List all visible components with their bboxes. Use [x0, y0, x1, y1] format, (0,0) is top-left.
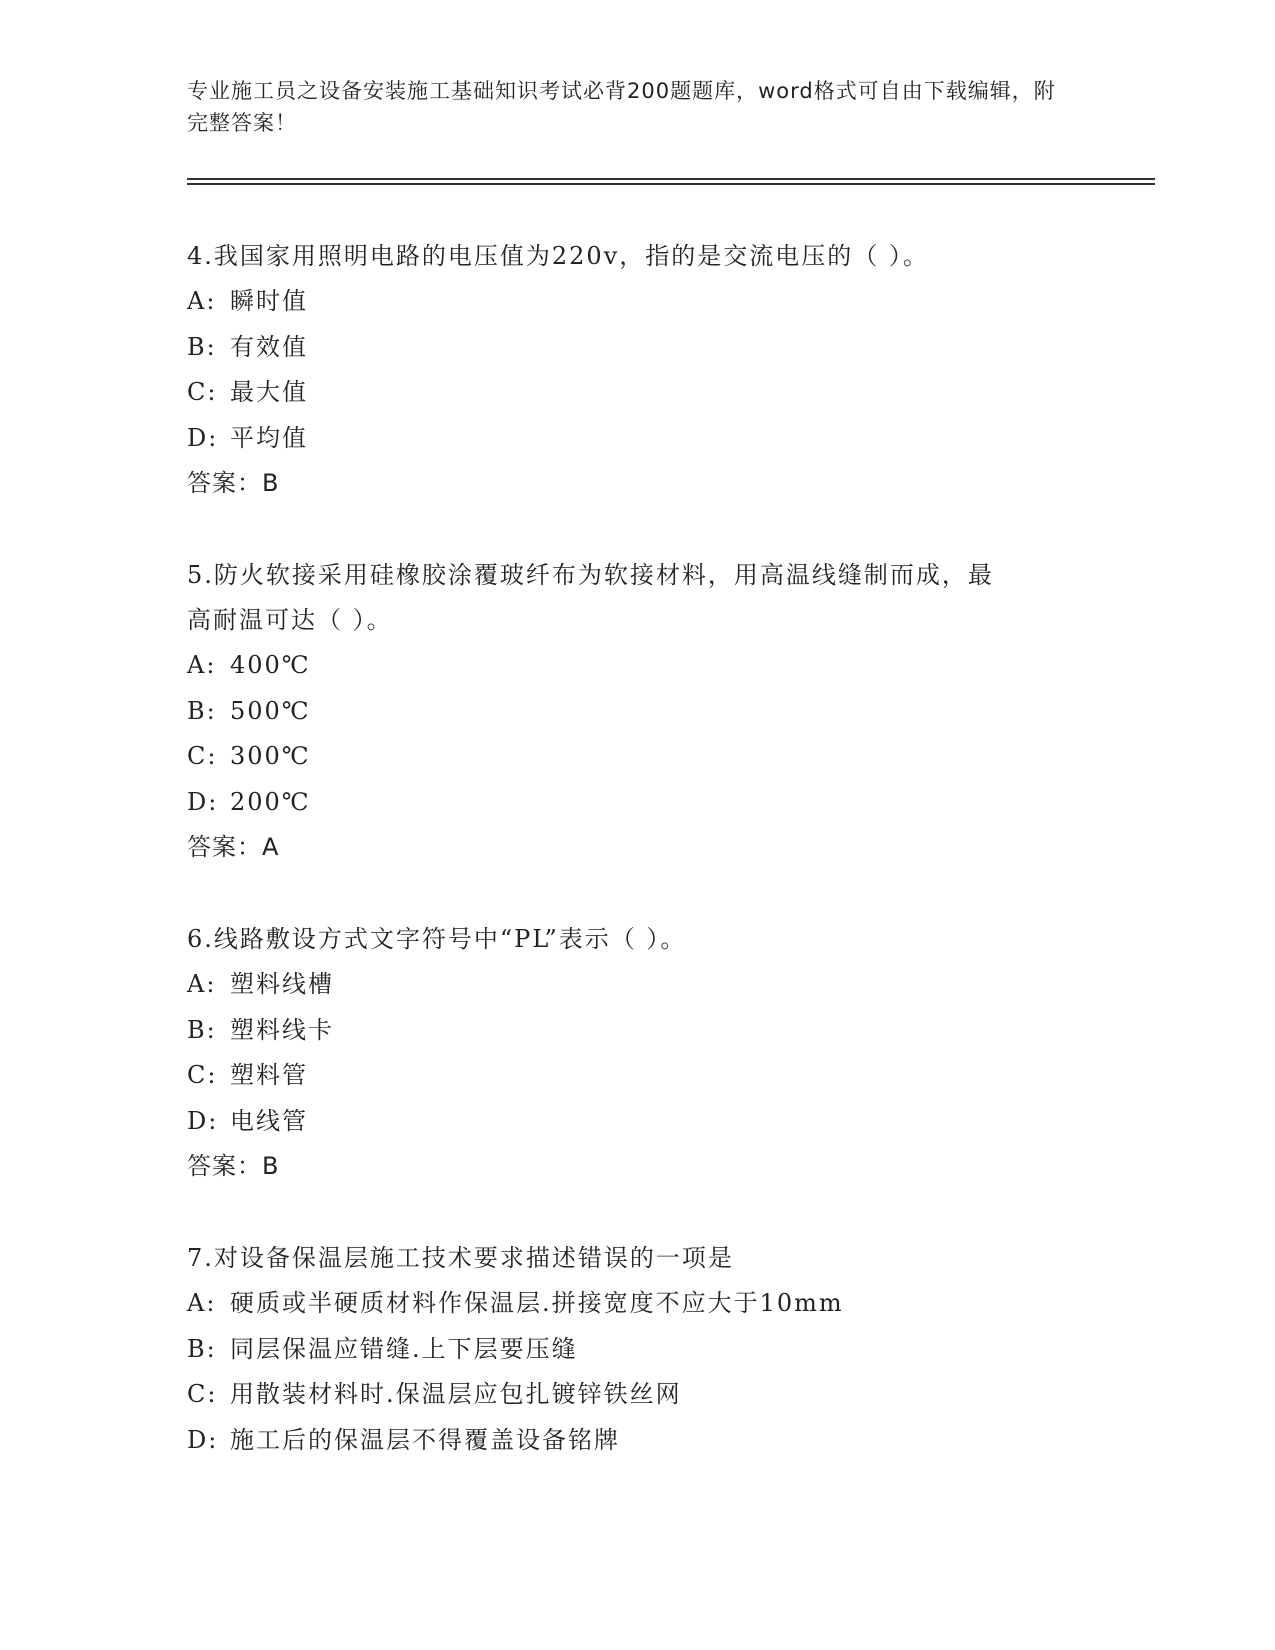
option-letter: A: [187, 970, 217, 998]
option-text: 500℃ [230, 696, 311, 725]
option-letter: A: [187, 287, 217, 315]
option-text: 200℃ [230, 787, 311, 816]
option-letter: D: [187, 787, 219, 816]
option-text: 施工后的保温层不得覆盖设备铭牌 [230, 1425, 620, 1454]
option-letter: D: [187, 1425, 219, 1454]
option-d [187, 780, 1087, 826]
option-c [187, 1053, 1087, 1099]
option-b [187, 689, 1087, 735]
question-4 [187, 234, 1087, 506]
header-rule-bottom [187, 183, 1155, 185]
question-title: 7.对设备保温层施工技术要求描述错误的一项是 [187, 1244, 734, 1272]
option-b [187, 325, 1087, 371]
option-text: 同层保温应错缝.上下层要压缝 [230, 1334, 578, 1363]
question-title: 5.防火软接采用硅橡胶涂覆玻纤布为软接材料，用高温线缝制而成，最高耐温可达（ ）。 [187, 561, 994, 634]
option-text: 用散装材料时.保温层应包扎镀锌铁丝网 [230, 1380, 682, 1408]
header-rule-top [187, 178, 1155, 180]
option-c [187, 1372, 1087, 1418]
option-text: 平均值 [230, 423, 308, 452]
option-letter: B: [187, 1015, 217, 1044]
option-letter: A: [187, 651, 217, 679]
option-text: 塑料线卡 [230, 1015, 334, 1044]
option-text: 400℃ [230, 651, 311, 679]
option-text: 瞬时值 [230, 287, 308, 315]
option-text: 最大值 [230, 378, 308, 406]
option-letter: D: [187, 1106, 219, 1135]
option-letter: C: [187, 1061, 218, 1089]
option-a [187, 1281, 1087, 1327]
option-text: 有效值 [230, 332, 308, 361]
question-5 [187, 553, 1087, 870]
option-letter: A: [187, 1289, 217, 1317]
option-d [187, 1099, 1087, 1145]
option-b [187, 1327, 1087, 1373]
question-6 [187, 917, 1087, 1189]
document-header: 专业施工员之设备安装施工基础知识考试必背200题题库，word格式可自由下载编辑，附完整答案！ [187, 79, 1056, 135]
option-a [187, 279, 1087, 325]
option-d [187, 1418, 1087, 1464]
option-a [187, 962, 1087, 1008]
option-letter: D: [187, 423, 219, 452]
option-letter: C: [187, 1380, 218, 1408]
option-letter: C: [187, 378, 218, 406]
option-text: 塑料管 [230, 1061, 308, 1089]
option-b [187, 1008, 1087, 1054]
answer-line: 答案：B [187, 1152, 280, 1180]
option-a [187, 643, 1087, 689]
option-letter: B: [187, 696, 217, 725]
option-letter: C: [187, 742, 218, 770]
question-7 [187, 1236, 1087, 1463]
question-title: 6.线路敷设方式文字符号中“PL”表示（ ）。 [187, 925, 687, 953]
option-text: 塑料线槽 [230, 970, 334, 998]
option-letter: B: [187, 332, 217, 361]
answer-line: 答案：A [187, 833, 280, 861]
option-letter: B: [187, 1334, 217, 1363]
option-text: 电线管 [230, 1106, 308, 1135]
question-title: 4.我国家用照明电路的电压值为220v，指的是交流电压的（ ）。 [187, 242, 929, 270]
option-text: 300℃ [230, 742, 311, 770]
option-text: 硬质或半硬质材料作保温层.拼接宽度不应大于10mm [230, 1289, 844, 1317]
option-c [187, 370, 1087, 416]
option-d [187, 416, 1087, 462]
option-c [187, 734, 1087, 780]
answer-line: 答案：B [187, 469, 280, 497]
